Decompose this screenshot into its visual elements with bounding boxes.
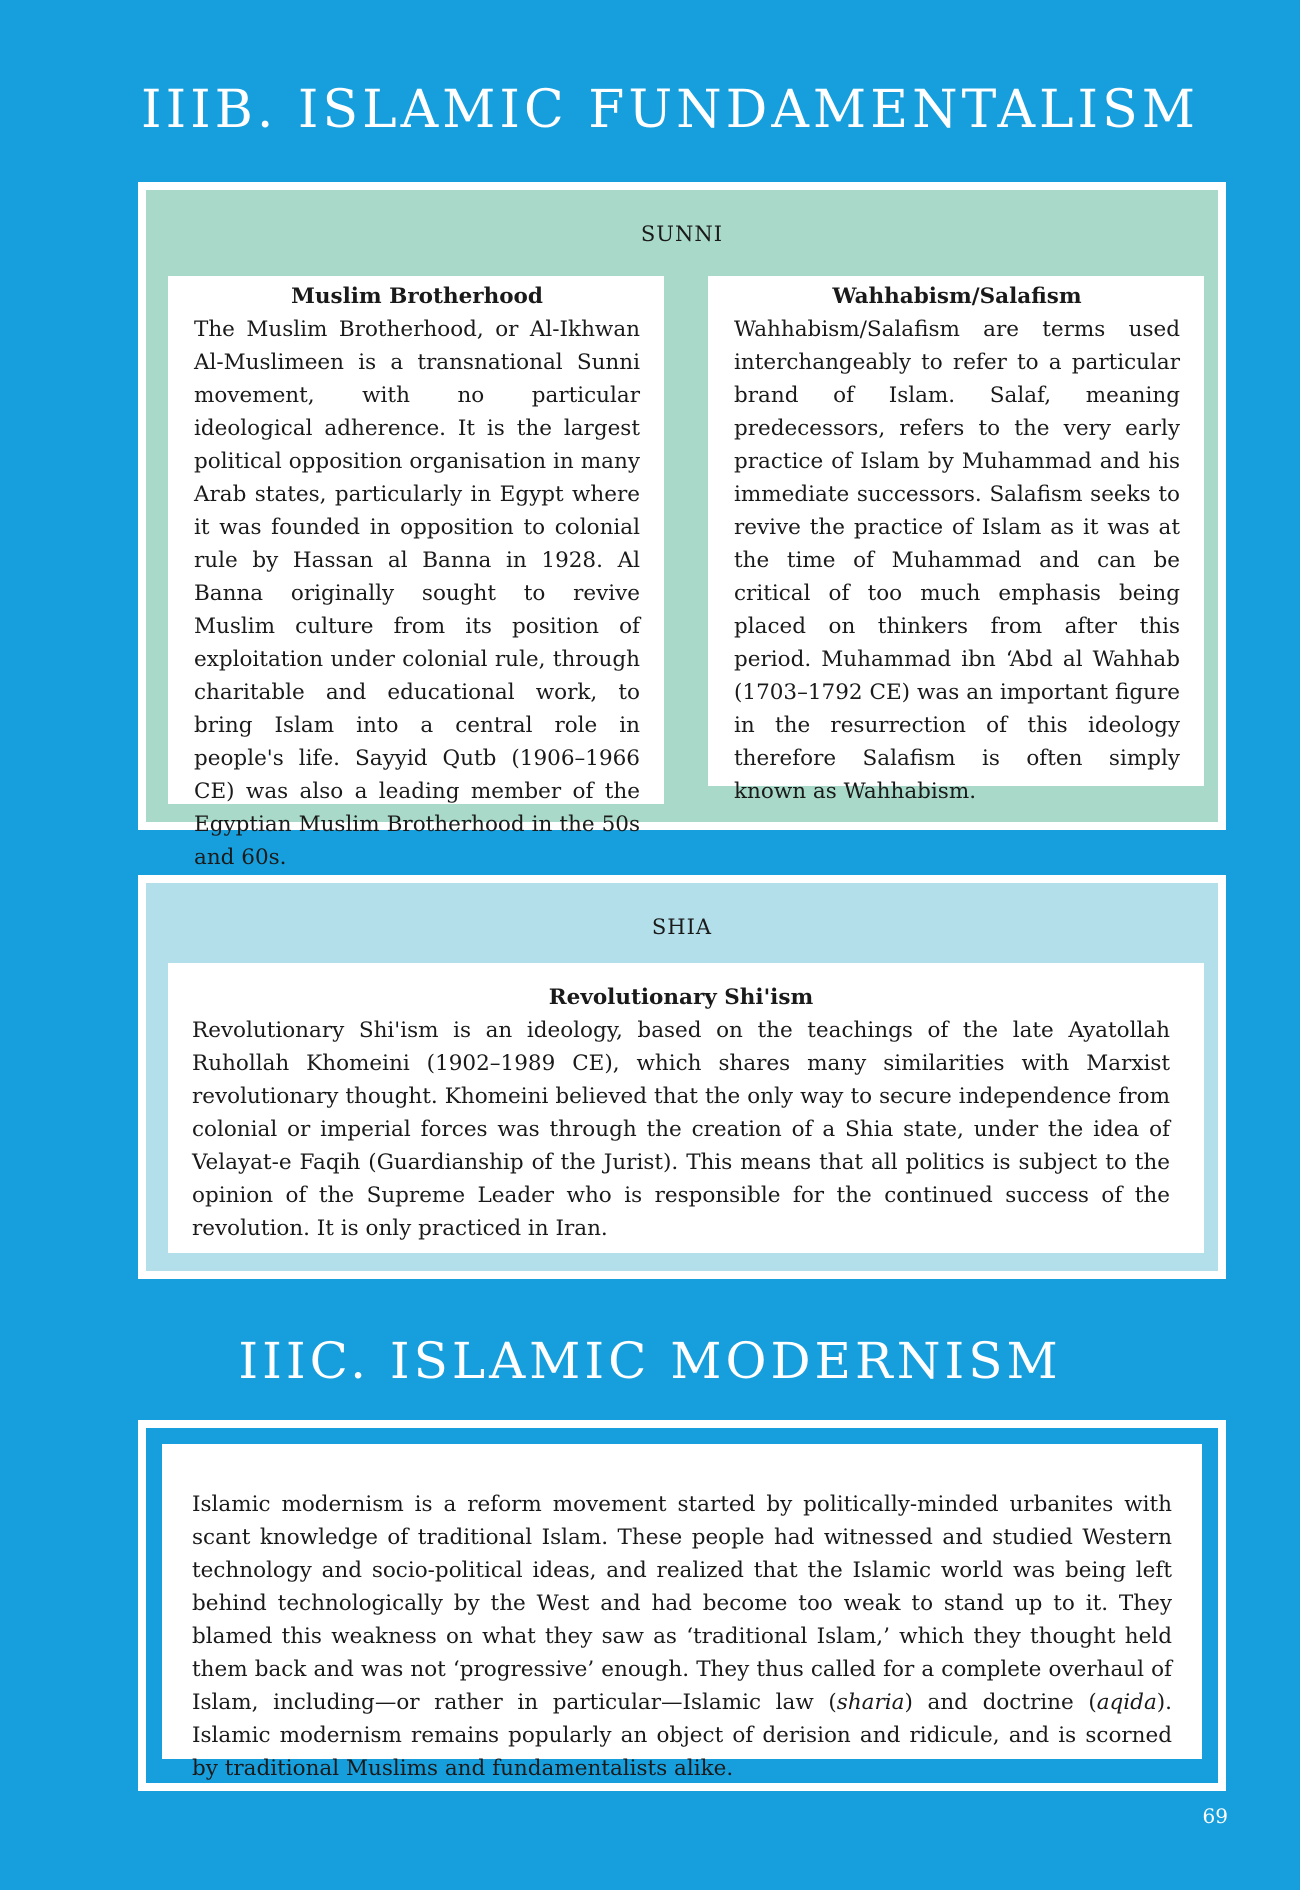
sunni-title: SUNNI (640, 222, 724, 246)
revolutionary-shiism-card (168, 963, 1204, 1253)
revolutionary-shiism-text (192, 981, 1170, 1245)
page-number: 69 (1202, 1804, 1228, 1828)
modernism-card (162, 1444, 1202, 1781)
modernism-text (192, 1488, 1172, 1785)
revolutionary-shiism-title: Revolutionary Shi'ism (548, 985, 814, 1010)
sunni-panel-background (146, 190, 1218, 870)
aqida-term: aqida (1096, 1690, 1157, 1715)
muslim-brotherhood-body: The Muslim Brotherhood, or Al-Ikhwan Al-Muslimeen is a transnational Sunni movement, with no particular ideological adherence. It is the largest political opposition organisation in many Arab states, particularly in Egypt where it was founded in opposition to colonial rule by Hassan al Banna in 1928. Al Banna originally sought to revive Muslim culture from its position of exploitation under colonial rule, through charitable and educational work, to bring Islam into a central role in people's life. Sayyid Qutb (1906–1966 CE) was also a leading member of the Egyptian Muslim Brotherhood in the 50s and 60s. (194, 317, 640, 870)
wahhabism-card (708, 276, 1204, 804)
section-heading-modernism: IIIC. ISLAMIC MODERNISM (238, 1332, 1062, 1390)
wahhabism-text (734, 280, 1180, 808)
shia-panel (138, 875, 1226, 1279)
muslim-brotherhood-title: Muslim Brotherhood (291, 284, 543, 309)
modernism-panel (138, 1420, 1226, 1791)
muslim-brotherhood-card (168, 276, 664, 870)
wahhabism-title: Wahhabism/Salafism (832, 284, 1082, 309)
sunni-panel (138, 182, 1226, 870)
modernism-body-part2: ) and doctrine ( (904, 1690, 1097, 1715)
muslim-brotherhood-text (194, 280, 640, 874)
modernism-body-part1: Islamic modernism is a reform movement started by politically-minded urbanites with scant knowledge of traditional Islam. These people had witnessed and studied Western technology and socio-political ideas, and realized that the Islamic world was being left behind technologically by the West and had become too weak to stand up to it. They blamed this weakness on what they saw as ‘traditional Islam,’ which they thought held them back and was not ‘progressive’ enough. They thus called for a complete overhaul of Islam, including—or rather in particular—Islamic law ( (192, 1492, 1172, 1715)
section-heading-fundamentalism: IIIB. ISLAMIC FUNDAMENTALISM (141, 80, 1199, 140)
wahhabism-body: Wahhabism/Salafism are terms used interchangeably to refer to a particular brand of Islam. Salaf, meaning predecessors, refers to the very early practice of Islam by Muhammad and his immediate successors. Salafism seeks to revive the practice of Islam as it was at the time of Muhammad and can be critical of too much emphasis being placed on thinkers from after this period. Muhammad ibn ‘Abd al Wahhab (1703–1792 CE) was an important figure in the resurrection of this ideology therefore Salafism is often simply known as Wahhabism. (734, 317, 1180, 804)
sharia-term: sharia (836, 1690, 905, 1715)
modernism-body-part3: ). Islamic modernism remains popularly an object of derision and ridicule, and is scorned by traditional Muslims and fundamentalists alike. (192, 1690, 1172, 1781)
revolutionary-shiism-body: Revolutionary Shi'ism is an ideology, based on the teachings of the late Ayatollah Ruhollah Khomeini (1902–1989 CE), which shares many similarities with Marxist revolutionary thought. Khomeini believed that the only way to secure independence from colonial or imperial forces was through the creation of a Shia state, under the idea of Velayat-e Faqih (Guardianship of the Jurist). This means that all politics is subject to the opinion of the Supreme Leader who is responsible for the continued success of the revolution. It is only practiced in Iran. (192, 1018, 1170, 1241)
shia-panel-background (146, 883, 1218, 1271)
modernism-panel-background (146, 1428, 1218, 1783)
shia-title: SHIA (651, 915, 713, 939)
